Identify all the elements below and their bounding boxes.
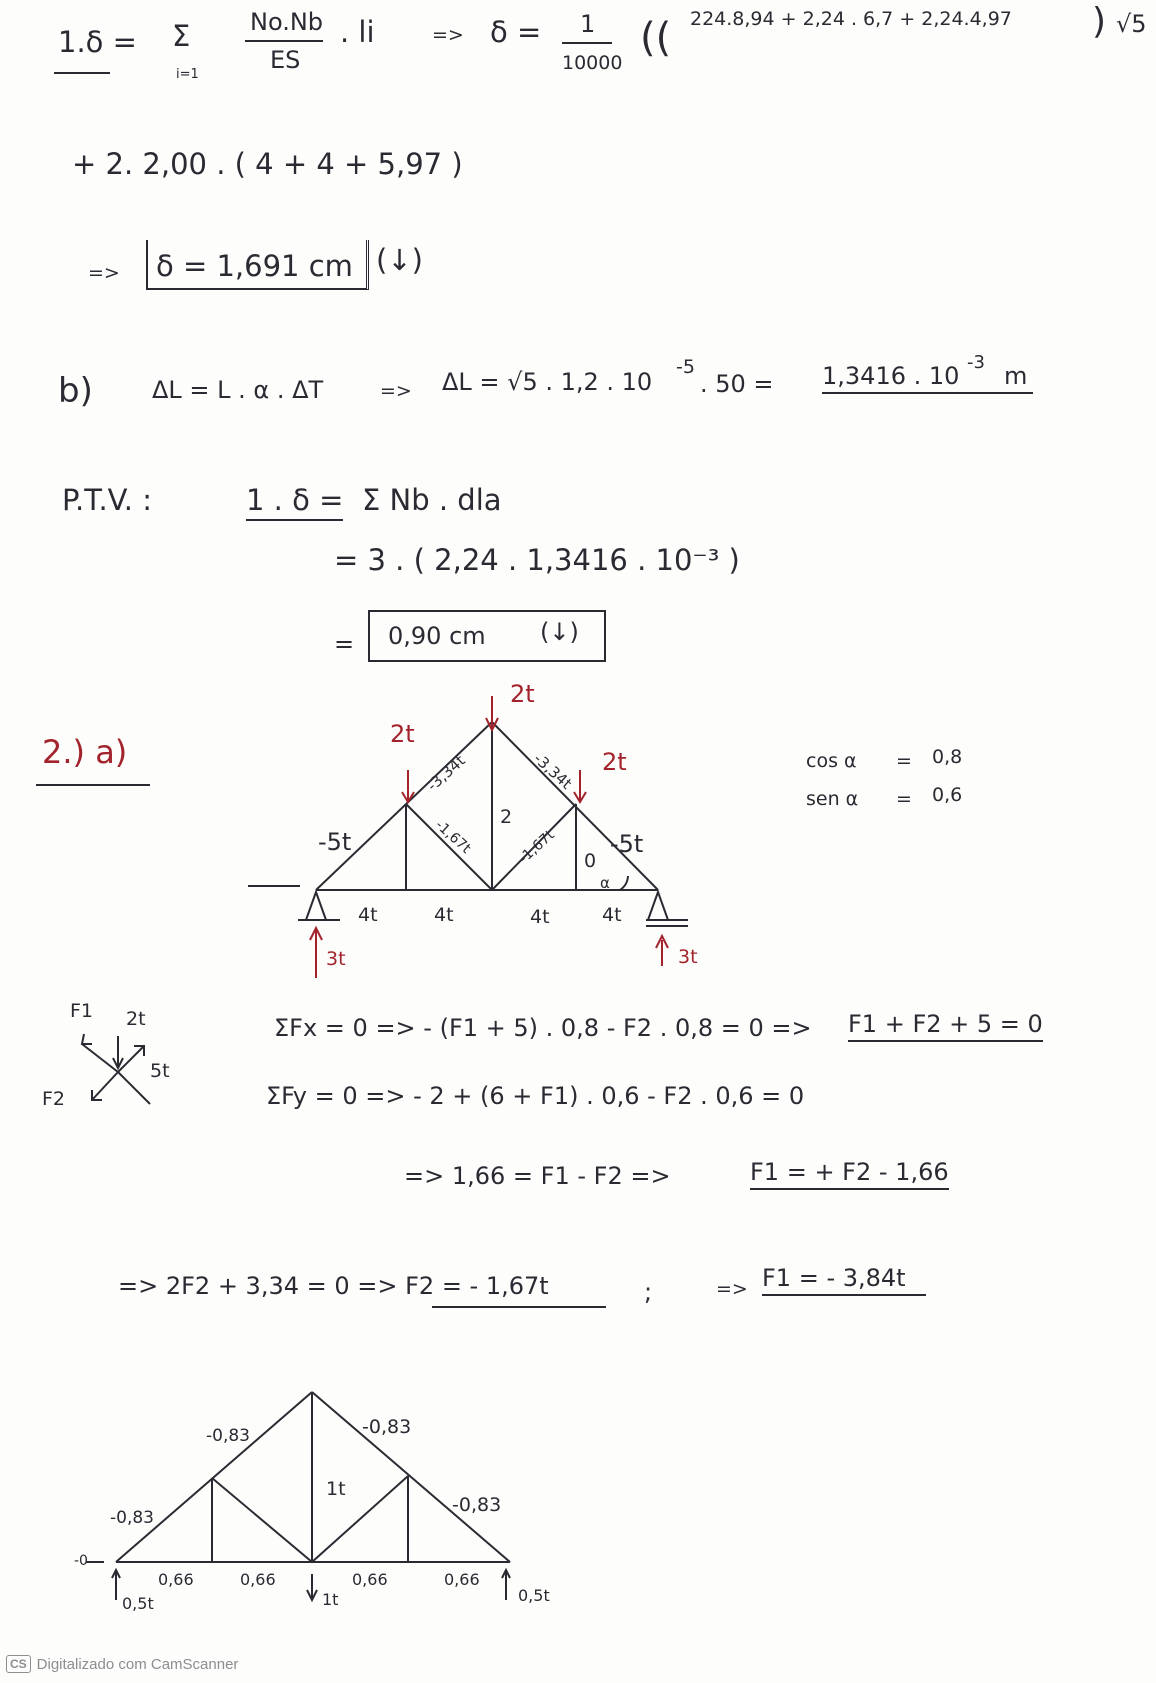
truss1-bottom-3: 4t <box>530 906 550 928</box>
node-f2: F2 <box>42 1088 66 1110</box>
truss2-member-top-right: -0,83 <box>362 1416 412 1438</box>
part-b-formula: ΔL = L . α . ΔT <box>152 376 324 404</box>
sin-label: sen α <box>806 788 859 810</box>
ptv-lhs: 1 . δ = <box>246 486 343 521</box>
sin-equals: = <box>896 788 912 810</box>
part-b-sub-tail: . 50 = <box>700 370 774 398</box>
ptv-result-eq: = <box>334 630 355 658</box>
frac-denominator: ES <box>270 46 301 74</box>
eq3-direction: (↓) <box>376 243 423 277</box>
sin-value: 0,6 <box>932 784 963 806</box>
truss1-angle: α <box>600 874 610 892</box>
truss2-bottom-3: 0,66 <box>352 1570 388 1589</box>
scanner-footer <box>6 1655 238 1673</box>
eq-final-arrow: => <box>716 1278 748 1300</box>
eq-final-separator: ; <box>644 1278 653 1306</box>
eq-final: => 2F2 + 3,34 = 0 => F2 = - 1,67t <box>118 1272 549 1300</box>
truss2-load: 1t <box>326 1478 346 1500</box>
eq-sum-fx: ΣFx = 0 => - (F1 + 5) . 0,8 - F2 . 0,8 = 0 => <box>274 1014 812 1042</box>
sum-subscript: i=1 <box>176 67 199 82</box>
truss1-member-top-left: -3,34t <box>423 751 469 795</box>
node-f1: F1 <box>70 1000 94 1022</box>
footer-text: Digitalizado com CamScanner <box>36 1655 239 1673</box>
cos-equals: = <box>896 750 912 772</box>
truss1-bottom-1: 4t <box>358 904 378 926</box>
part-b-result-exponent: -3 <box>967 352 985 373</box>
truss2-support-mark: -0 <box>74 1553 88 1569</box>
eq-sum-fy: ΣFy = 0 => - 2 + (6 + F1) . 0,6 - F2 . 0,6 = 0 <box>266 1082 805 1110</box>
frac-numerator: No.Nb <box>250 8 324 36</box>
section2-label: 2.) a) <box>42 733 128 771</box>
truss1-load-left: 2t <box>390 720 415 748</box>
truss1-center-vertical: 2 <box>500 806 513 828</box>
part-b-result-unit: m <box>1004 362 1028 390</box>
truss1-right-vertical: 0 <box>584 850 597 872</box>
eq3-arrow: => <box>88 262 120 284</box>
truss2-load-center: 1t <box>322 1590 339 1609</box>
truss1-member-top-right: -3,34t <box>530 749 576 793</box>
eq-step-result: F1 = + F2 - 1,66 <box>750 1160 949 1190</box>
truss1-diag-left: -1,67t <box>432 817 474 857</box>
ptv-label: P.T.V. : <box>62 483 152 517</box>
truss2-member-left: -0,83 <box>110 1508 154 1528</box>
truss1-reaction-right: 3t <box>678 946 698 968</box>
ptv-step: = 3 . ( 2,24 . 1,3416 . 10⁻³ ) <box>334 543 740 577</box>
truss1-bottom-4: 4t <box>602 904 622 926</box>
eq1-delta: δ = <box>490 15 542 49</box>
truss1-load-top: 2t <box>510 680 535 708</box>
eq2: + 2. 2,00 . ( 4 + 4 + 5,97 ) <box>72 147 463 181</box>
part-b-sub-exponent: -5 <box>676 356 695 378</box>
eq1-sqrt: √5 <box>1116 10 1147 38</box>
part-b-result-value: 1,3416 . 10 <box>822 362 960 390</box>
part-b-label: b) <box>58 371 93 411</box>
open-paren: (( <box>640 15 672 61</box>
sum-symbol: Σ <box>172 19 191 53</box>
node-load: 2t <box>126 1008 146 1030</box>
truss1-diag-right: -1,67t <box>516 827 558 867</box>
k-denominator: 10000 <box>562 52 623 74</box>
camscanner-logo: CS <box>6 1655 31 1673</box>
eq1-terms: 224.8,94 + 2,24 . 6,7 + 2,24.4,97 <box>690 8 1012 30</box>
truss1-member-right: -5t <box>610 830 644 858</box>
truss2-bottom-1: 0,66 <box>158 1570 194 1589</box>
truss1-load-right: 2t <box>602 748 627 776</box>
truss2-bottom-2: 0,66 <box>240 1570 276 1589</box>
close-paren: ) <box>1092 1 1107 42</box>
eq1-lhs: 1.δ = <box>58 25 137 59</box>
part-b-substitution: ΔL = √5 . 1,2 . 10 <box>442 368 653 396</box>
k-numerator: 1 <box>580 10 596 38</box>
truss2-bottom-4: 0,66 <box>444 1570 480 1589</box>
truss2-reaction-left: 0,5t <box>122 1594 154 1613</box>
eq3-result: δ = 1,691 cm <box>156 249 353 283</box>
truss2-member-right: -0,83 <box>452 1494 502 1516</box>
eq1-arrow: => <box>432 24 464 46</box>
eq-sum-fx-result: F1 + F2 + 5 = 0 <box>848 1012 1043 1042</box>
node-force: 5t <box>150 1060 170 1082</box>
eq1-li: . li <box>340 15 375 49</box>
ptv-result: 0,90 cm <box>388 622 486 650</box>
cos-value: 0,8 <box>932 746 963 768</box>
truss2-reaction-right: 0,5t <box>518 1586 550 1605</box>
eq-step: => 1,66 = F1 - F2 => <box>404 1162 671 1190</box>
truss1-reaction-left: 3t <box>326 948 346 970</box>
truss2-member-top-left: -0,83 <box>206 1426 250 1446</box>
truss1-bottom-2: 4t <box>434 904 454 926</box>
cos-label: cos α <box>806 750 857 772</box>
part-b-arrow: => <box>380 380 412 402</box>
ptv-result-direction: (↓) <box>540 618 579 646</box>
ptv-rhs: Σ Nb . dla <box>362 483 502 517</box>
eq-final-f1: F1 = - 3,84t <box>762 1266 926 1296</box>
truss1-member-left: -5t <box>318 828 352 856</box>
